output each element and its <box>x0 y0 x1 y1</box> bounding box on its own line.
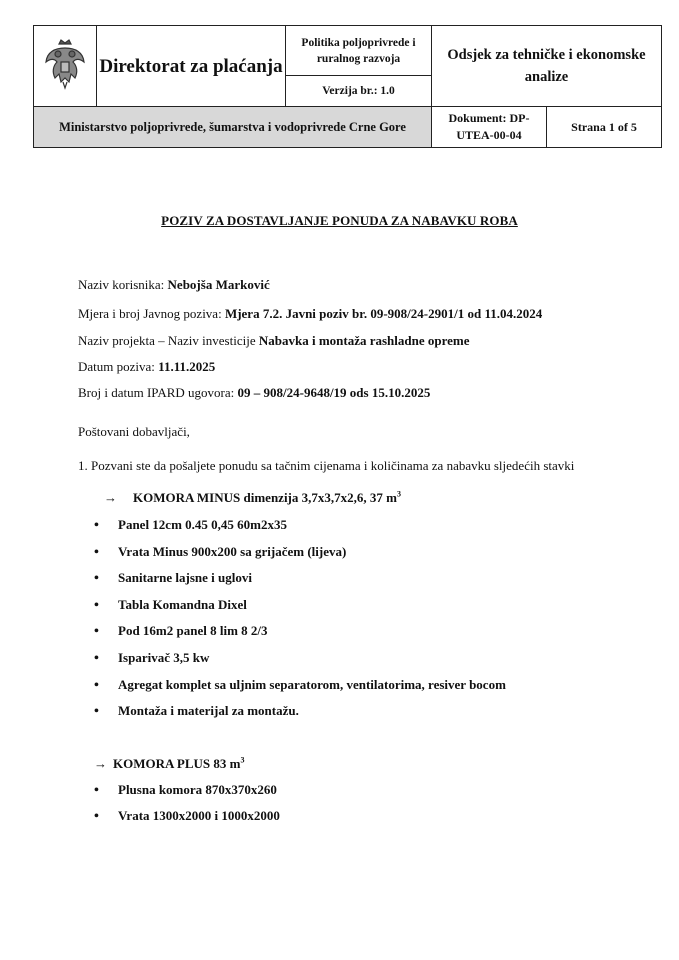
info-date <box>78 359 215 375</box>
arrow-right-icon: → <box>104 490 117 505</box>
list-item-text: Vrata Minus 900x200 sa grijačem (lijeva) <box>118 544 347 559</box>
list-item-text: Montaža i materijal za montažu. <box>118 703 299 718</box>
list-item <box>94 677 506 694</box>
list-item <box>94 544 346 561</box>
bullet-icon: • <box>94 518 99 533</box>
superscript: 3 <box>396 489 401 499</box>
document-header-table <box>33 25 662 148</box>
list-item <box>94 597 247 614</box>
info-contract <box>78 385 430 401</box>
bullet-icon: • <box>94 678 99 693</box>
department-label: Odsjek za tehničke i ekonomske analize <box>432 26 662 107</box>
list-item-text: Isparivač 3,5 kw <box>118 650 210 665</box>
policy-label: Politika poljoprivrede i ruralnog razvoja <box>286 26 432 76</box>
list-item-text: Plusna komora 870x370x260 <box>118 782 277 797</box>
list-item-text: Sanitarne lajsne i uglovi <box>118 570 252 585</box>
intro-paragraph: 1. Pozvani ste da pošaljete ponudu sa tačnim cijenama i količinama za nabavku sljedećih stavki <box>78 458 575 473</box>
info-value: 09 – 908/24-9648/19 ods 15.10.2025 <box>237 385 431 400</box>
list-item-text: Tabla Komandna Dixel <box>118 597 247 612</box>
info-value: Nebojša Marković <box>167 277 270 292</box>
info-measure <box>78 306 542 322</box>
group-heading-text: KOMORA MINUS dimenzija 3,7x3,7x2,6, 37 m <box>133 490 397 505</box>
group-heading-text: KOMORA PLUS 83 m <box>113 756 241 771</box>
info-value: 11.11.2025 <box>158 359 216 374</box>
list-item <box>94 517 287 534</box>
list-item <box>94 623 268 640</box>
bullet-icon: • <box>94 809 99 824</box>
list-item <box>94 808 280 825</box>
info-label: Naziv projekta – Naziv investicije <box>78 333 259 348</box>
ministry-label: Ministarstvo poljoprivrede, šumarstva i vodoprivrede Crne Gore <box>34 107 432 148</box>
info-label: Broj i datum IPARD ugovora: <box>78 385 238 400</box>
list-item <box>94 650 209 667</box>
version-label: Verzija br.: 1.0 <box>286 76 432 107</box>
bullet-icon: • <box>94 704 99 719</box>
list-item <box>94 782 277 799</box>
logo-cell <box>34 26 97 107</box>
info-label: Mjera i broj Javnog poziva: <box>78 306 225 321</box>
list-item <box>94 703 299 720</box>
superscript: 3 <box>240 755 245 765</box>
info-label: Datum poziva: <box>78 359 159 374</box>
arrow-right-icon: → <box>94 756 107 771</box>
page-number: Strana 1 of 5 <box>547 107 662 148</box>
bullet-icon: • <box>94 624 99 639</box>
bullet-icon: • <box>94 783 99 798</box>
list-item-text: Agregat komplet sa uljnim separatorom, ventilatorima, resiver bocom <box>118 677 506 692</box>
list-item <box>94 570 252 587</box>
greeting: Poštovani dobavljači, <box>78 424 190 439</box>
montenegro-coat-of-arms-icon <box>43 77 87 94</box>
bullet-icon: • <box>94 571 99 586</box>
directorate-title: Direktorat za plaćanja <box>97 26 286 107</box>
group-heading-plus <box>94 756 244 772</box>
info-label: Naziv korisnika: <box>78 277 168 292</box>
document-code: Dokument: DP-UTEA-00-04 <box>432 107 547 148</box>
info-value: Mjera 7.2. Javni poziv br. 09-908/24-2901/1 od 11.04.2024 <box>224 306 543 321</box>
group-heading-minus <box>104 490 401 506</box>
page-title: POZIV ZA DOSTAVLJANJE PONUDA ZA NABAVKU ROBA <box>161 213 518 228</box>
bullet-icon: • <box>94 545 99 560</box>
list-item-text: Pod 16m2 panel 8 lim 8 2/3 <box>118 623 268 638</box>
bullet-icon: • <box>94 651 99 666</box>
list-item-text: Vrata 1300x2000 i 1000x2000 <box>118 808 280 823</box>
list-item-text: Panel 12cm 0.45 0,45 60m2x35 <box>118 517 287 532</box>
bullet-icon: • <box>94 598 99 613</box>
info-value: Nabavka i montaža rashladne opreme <box>258 333 470 348</box>
info-project <box>78 333 470 349</box>
info-beneficiary <box>78 277 270 293</box>
